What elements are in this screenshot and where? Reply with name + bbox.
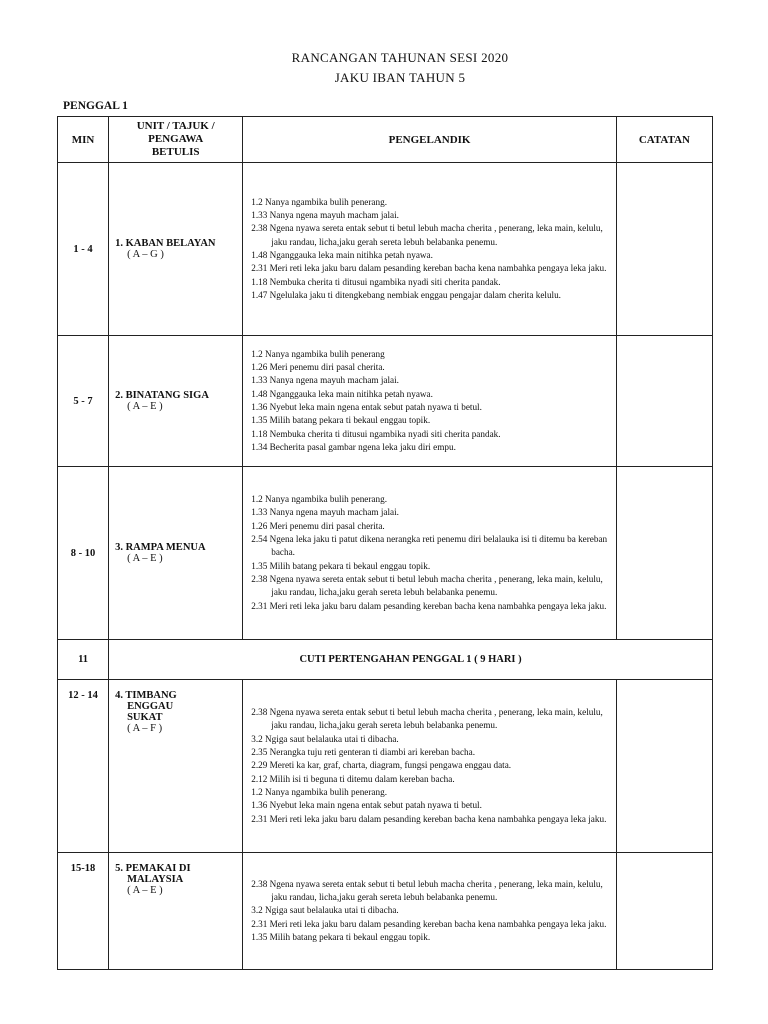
- table-row: [58, 336, 713, 467]
- standard-item: 1.36 Nyebut leka main ngena entak sebut patah nyawa ti betul.: [251, 800, 482, 811]
- standard-item: 1.18 Nembuka cherita ti ditusui ngambika nyadi siti cherita pandak.: [251, 276, 501, 287]
- week-cell: 1 - 4: [58, 163, 109, 336]
- document-subtitle: JAKU IBAN TAHUN 5: [334, 70, 466, 85]
- table-row: [58, 853, 713, 970]
- unit-range: ( A – E ): [127, 401, 163, 412]
- table-row: [58, 163, 713, 336]
- standard-item: 2.31 Meri reti leka jaku baru dalam pesanding kereban bacha kena nambahka pengaya leka jaku.: [251, 600, 607, 611]
- unit-range: ( A – E ): [127, 885, 163, 896]
- unit-title: ENGGAU: [127, 701, 174, 712]
- unit-range: ( A – E ): [127, 553, 163, 564]
- table-row: [58, 467, 713, 640]
- unit-cell: [109, 853, 243, 970]
- standard-item: 1.35 Milih batang pekara ti bekaul enggau topik.: [251, 560, 431, 571]
- break-row: [58, 640, 713, 680]
- standard-item: 2.31 Meri reti leka jaku baru dalam pesanding kereban bacha kena nambahka pengaya leka jaku.: [251, 263, 607, 274]
- standard-item: 2.54 Ngena leka jaku ti patut dikena nerangka reti penemu diri belalauka isi ti ditemu ba kereban bacha.: [251, 534, 608, 558]
- standard-item: 1.36 Nyebut leka main ngena entak sebut patah nyawa ti betul.: [251, 402, 482, 412]
- standard-item: 2.29 Mereti ka kar, graf, charta, diagram, fungsi pengawa enggau data.: [251, 760, 512, 771]
- standard-item: 2.38 Ngena nyawa sereta entak sebut ti betul lebuh macha cherita , penerang, leka main, kelulu, jaku randau, licha,jaku gerah sereta lebuh belabanka penemu.: [251, 223, 603, 247]
- catatan-cell: [616, 853, 712, 970]
- standard-item: 1.2 Nanya ngambika bulih penerang.: [251, 196, 387, 207]
- standard-item: 1.34 Becherita pasal gambar ngena leka jaku diri empu.: [251, 441, 456, 452]
- standard-item: 1.26 Meri penemu diri pasal cherita.: [251, 520, 385, 531]
- unit-cell: [109, 163, 243, 336]
- catatan-cell: [616, 467, 712, 640]
- week-cell: 12 - 14: [58, 680, 109, 853]
- header-pengelandik: PENGELANDIK: [243, 117, 617, 163]
- catatan-cell: [616, 163, 712, 336]
- pengelandik-cell: [243, 336, 617, 467]
- unit-title: MALAYSIA: [127, 874, 184, 885]
- standard-item: 1.2 Nanya ngambika bulih penerang.: [251, 786, 387, 797]
- catatan-cell: [616, 680, 712, 853]
- standard-item: 2.35 Nerangka tuju reti genteran ti diambi ari kereban bacha.: [251, 747, 475, 758]
- standard-item: 1.35 Milih batang pekara ti bekaul enggau topik.: [251, 415, 431, 426]
- unit-cell: [109, 467, 243, 640]
- pengelandik-cell: [243, 163, 617, 336]
- unit-cell: [109, 680, 243, 853]
- standard-item: 1.18 Nembuka cherita ti ditusui ngambika nyadi siti cherita pandak.: [251, 428, 501, 439]
- standard-item: 1.33 Nanya ngena mayuh macham jalai.: [251, 507, 399, 518]
- header-unit-line: UNIT / TAJUK /: [136, 120, 215, 132]
- unit-range: ( A – F ): [127, 723, 163, 734]
- table-body-before-break: [58, 163, 713, 640]
- table-row: [58, 680, 713, 853]
- header-unit-line: PENGAWA: [148, 133, 204, 145]
- unit-title: 2. BINATANG SIGA: [115, 390, 209, 401]
- standard-item: 2.38 Ngena nyawa sereta entak sebut ti betul lebuh macha cherita , penerang, leka main, kelulu, jaku randau, licha,jaku gerah sereta lebuh belabanka penemu.: [251, 573, 603, 598]
- table-header-row: [58, 117, 713, 163]
- standard-item: 2.31 Meri reti leka jaku baru dalam pesanding kereban bacha kena nambahka pengaya leka jaku.: [251, 813, 607, 824]
- pengelandik-cell: [243, 853, 617, 970]
- pengelandik-cell: [243, 680, 617, 853]
- standard-item: 1.48 Nganggauka leka main nitihka petah nyawa.: [251, 388, 433, 399]
- standard-item: 1.33 Nanya ngena mayuh macham jalai.: [251, 210, 399, 221]
- unit-title: 5. PEMAKAI DI: [115, 863, 191, 874]
- break-min: 11: [58, 640, 109, 680]
- standard-item: 2.31 Meri reti leka jaku baru dalam pesanding kereban bacha kena nambahka pengaya leka jaku.: [251, 918, 607, 929]
- week-cell: 5 - 7: [58, 336, 109, 467]
- standard-item: 2.38 Ngena nyawa sereta entak sebut ti betul lebuh macha cherita , penerang, leka main, kelulu, jaku randau, licha,jaku gerah sereta lebuh belabanka penemu.: [251, 878, 603, 903]
- header-unit: [109, 117, 243, 163]
- standard-item: 1.48 Nganggauka leka main nitihka petah nyawa.: [251, 250, 433, 260]
- header-unit-line: BETULIS: [151, 146, 200, 158]
- header-min: MIN: [58, 117, 109, 163]
- unit-title: SUKAT: [127, 712, 163, 723]
- unit-title: 3. RAMPA MENUA: [115, 542, 206, 553]
- yearly-plan-table: [57, 116, 713, 970]
- week-cell: 8 - 10: [58, 467, 109, 640]
- standard-item: 3.2 Ngiga saut belalauka utai ti dibacha.: [251, 733, 399, 744]
- document-title: RANCANGAN TAHUNAN SESI 2020: [291, 50, 509, 65]
- table-body-after-break: [58, 680, 713, 970]
- standard-item: 1.33 Nanya ngena mayuh macham jalai.: [251, 375, 399, 386]
- standard-item: 1.2 Nanya ngambika bulih penerang: [251, 348, 385, 359]
- section-label: PENGGAL 1: [63, 100, 128, 112]
- standard-item: 1.47 Ngelulaka jaku ti ditengkebang nembiak enggau pengajar dalam cherita kelulu.: [251, 289, 561, 300]
- catatan-cell: [616, 336, 712, 467]
- standard-item: 1.26 Meri penemu diri pasal cherita.: [251, 362, 385, 373]
- break-text: CUTI PERTENGAHAN PENGGAL 1 ( 9 HARI ): [109, 640, 713, 680]
- unit-title: 4. TIMBANG: [115, 690, 177, 701]
- standard-item: 2.12 Milih isi ti beguna ti ditemu dalam kereban bacha.: [251, 773, 455, 784]
- unit-cell: [109, 336, 243, 467]
- standard-item: 3.2 Ngiga saut belalauka utai ti dibacha.: [251, 905, 399, 916]
- unit-title: 1. KABAN BELAYAN: [115, 238, 216, 249]
- unit-range: ( A – G ): [127, 249, 164, 260]
- pengelandik-cell: [243, 467, 617, 640]
- standard-item: 1.2 Nanya ngambika bulih penerang.: [251, 494, 387, 505]
- standard-item: 2.38 Ngena nyawa sereta entak sebut ti betul lebuh macha cherita , penerang, leka main, kelulu, jaku randau, licha,jaku gerah sereta lebuh belabanka penemu.: [251, 707, 603, 731]
- standard-item: 1.35 Milih batang pekara ti bekaul enggau topik.: [251, 931, 431, 942]
- header-catatan: CATATAN: [616, 117, 712, 163]
- week-cell: 15-18: [58, 853, 109, 970]
